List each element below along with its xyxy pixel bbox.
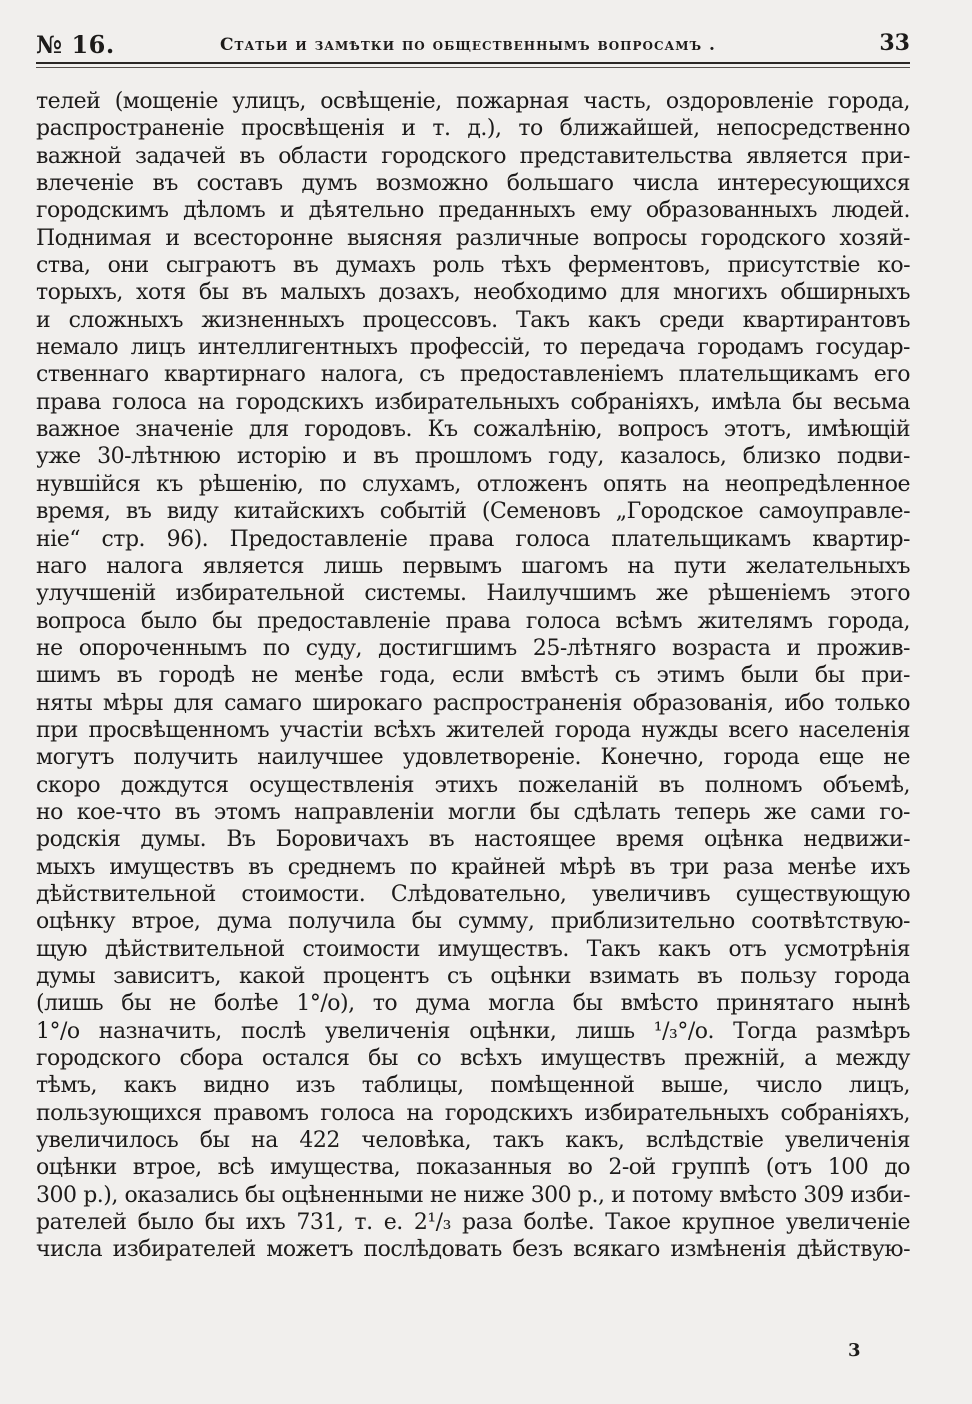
body-text (36, 88, 910, 1264)
text-line: думы зависитъ, какой процентъ съ оцѣнки взимать въ пользу города (36, 964, 910, 989)
header-rule (36, 62, 910, 64)
text-line: нувшiйся къ рѣшенiю, по слухамъ, отложенъ опять на неопредѣленное (36, 471, 910, 497)
text-line: 1°/о назначить, послѣ увеличенiя оцѣнки, лишь ¹/₃°/о. Тогда размѣръ (36, 1018, 910, 1044)
text-line: дѣйствительной стоимости. Слѣдовательно, увеличивъ существующую (36, 881, 910, 907)
signature-mark: 3 (848, 1340, 861, 1361)
text-line: телей (мощенiе улицъ, освѣщенiе, пожарная часть, оздоровленiе города, (36, 89, 910, 114)
text-line: увеличилось бы на 422 человѣка, такъ какъ, вслѣдствiе увеличенiя (36, 1128, 910, 1154)
text-line: мыхъ имуществъ въ среднемъ по крайней мѣрѣ въ три раза менѣе ихъ (36, 854, 910, 880)
text-line: важное значенiе для городовъ. Къ сожалѣнiю, вопросъ этотъ, имѣющiй (36, 417, 910, 443)
text-line: городскимъ дѣломъ и дѣятельно преданныхъ ему образованныхъ людей. (36, 198, 910, 224)
text-line: и сложныхъ жизненныхъ процессовъ. Такъ какъ среди квартирантовъ (36, 307, 910, 333)
text-line: скоро дождутся осуществленiя этихъ пожеланiй въ полномъ объемѣ, (36, 772, 910, 798)
text-line: уже 30-лѣтнюю исторiю и въ прошломъ году, казалось, близко подви- (36, 444, 910, 470)
text-line: но кое-что въ этомъ направленiи могли бы сдѣлать теперь же сами го- (36, 799, 910, 825)
text-line: наго налога является лишь первымъ шагомъ на пути желательныхъ (36, 553, 910, 579)
text-line: Поднимая и всесторонне выясняя различные вопросы городского хозяй- (36, 225, 910, 251)
text-line: могутъ получить наилучшее удовлетворенiе. Конечно, города еще не (36, 745, 910, 771)
header-rule-thin (36, 67, 910, 68)
text-line: (лишь бы не болѣе 1°/о), то дума могла бы вмѣсто принятаго нынѣ (36, 991, 910, 1017)
text-line: права голоса на городскихъ избирательныхъ собранiяхъ, имѣла бы весьма (36, 389, 910, 415)
text-line: пользующихся правомъ голоса на городскихъ избирательныхъ собранiяхъ, (36, 1100, 910, 1126)
text-line: рателей было бы ихъ 731, т. е. 2¹/₃ раза болѣе. Такое крупное увеличенiе (36, 1210, 910, 1236)
text-line: время, въ виду китайскихъ событiй (Семеновъ „Городское самоуправле- (36, 499, 910, 525)
running-title: Статьи и замѣтки по общественнымъ вопросамъ . (220, 35, 716, 55)
text-line: нiе“ стр. 96). Предоставленiе права голоса плательщикамъ квартир- (36, 526, 910, 552)
text-line: тѣмъ, какъ видно изъ таблицы, помѣщенной выше, число лицъ, (36, 1073, 910, 1099)
page-number: 33 (879, 30, 910, 56)
text-line: торыхъ, хотя бы въ малыхъ дозахъ, необходимо для многихъ обширныхъ (36, 280, 910, 306)
text-line: числа избирателей можетъ послѣдовать безъ всякаго измѣненiя дѣйствую- (36, 1237, 910, 1263)
text-line: распространенiе просвѣщенiя и т. д.), то ближайшей, непосредственно (36, 116, 910, 142)
text-line: немало лицъ интеллигентныхъ профессiй, то передача городамъ государ- (36, 335, 910, 361)
text-line: вопроса было бы предоставленiе права голоса всѣмъ жителямъ города, (36, 608, 910, 634)
text-line: улучшенiй избирательной системы. Наилучшимъ же рѣшенiемъ этого (36, 581, 910, 607)
text-line: при просвѣщенномъ участiи всѣхъ жителей города нужды всего населенiя (36, 717, 910, 743)
text-line: ства, они сыграютъ въ думахъ роль тѣхъ ферментовъ, присутствiе ко- (36, 253, 910, 279)
text-line: 300 р.), оказались бы оцѣненными не ниже 300 р., и потому вмѣсто 309 изби- (36, 1182, 910, 1208)
text-line: щую дѣйствительной стоимости имуществъ. Такъ какъ отъ усмотрѣнiя (36, 936, 910, 962)
text-line: не опороченнымъ по суду, достигшимъ 25-лѣтняго возраста и прожив- (36, 635, 910, 661)
issue-number: № 16. (36, 30, 115, 59)
text-line: влеченiе въ составъ думъ возможно большаго числа интересующихся (36, 171, 910, 197)
text-line: шимъ въ городѣ не менѣе года, если вмѣстѣ съ этимъ были бы при- (36, 663, 910, 689)
text-line: родскiя думы. Въ Боровичахъ въ настоящее время оцѣнка недвижи- (36, 827, 910, 853)
page-header (36, 30, 910, 60)
text-line: городского сбора остался бы со всѣхъ имуществъ прежнiй, а между (36, 1046, 910, 1072)
text-line: оцѣнки втрое, всѣ имущества, показанныя во 2-ой группѣ (отъ 100 до (36, 1155, 910, 1181)
text-line: няты мѣры для самаго широкаго распространенiя образованiя, ибо только (36, 690, 910, 716)
text-line: ственнаго квартирнаго налога, съ предоставленiемъ плательщикамъ его (36, 362, 910, 388)
text-line: важной задачей въ области городского представительства является при- (36, 143, 910, 169)
text-line: оцѣнку втрое, дума получила бы сумму, приблизительно соотвѣтствую- (36, 909, 910, 935)
